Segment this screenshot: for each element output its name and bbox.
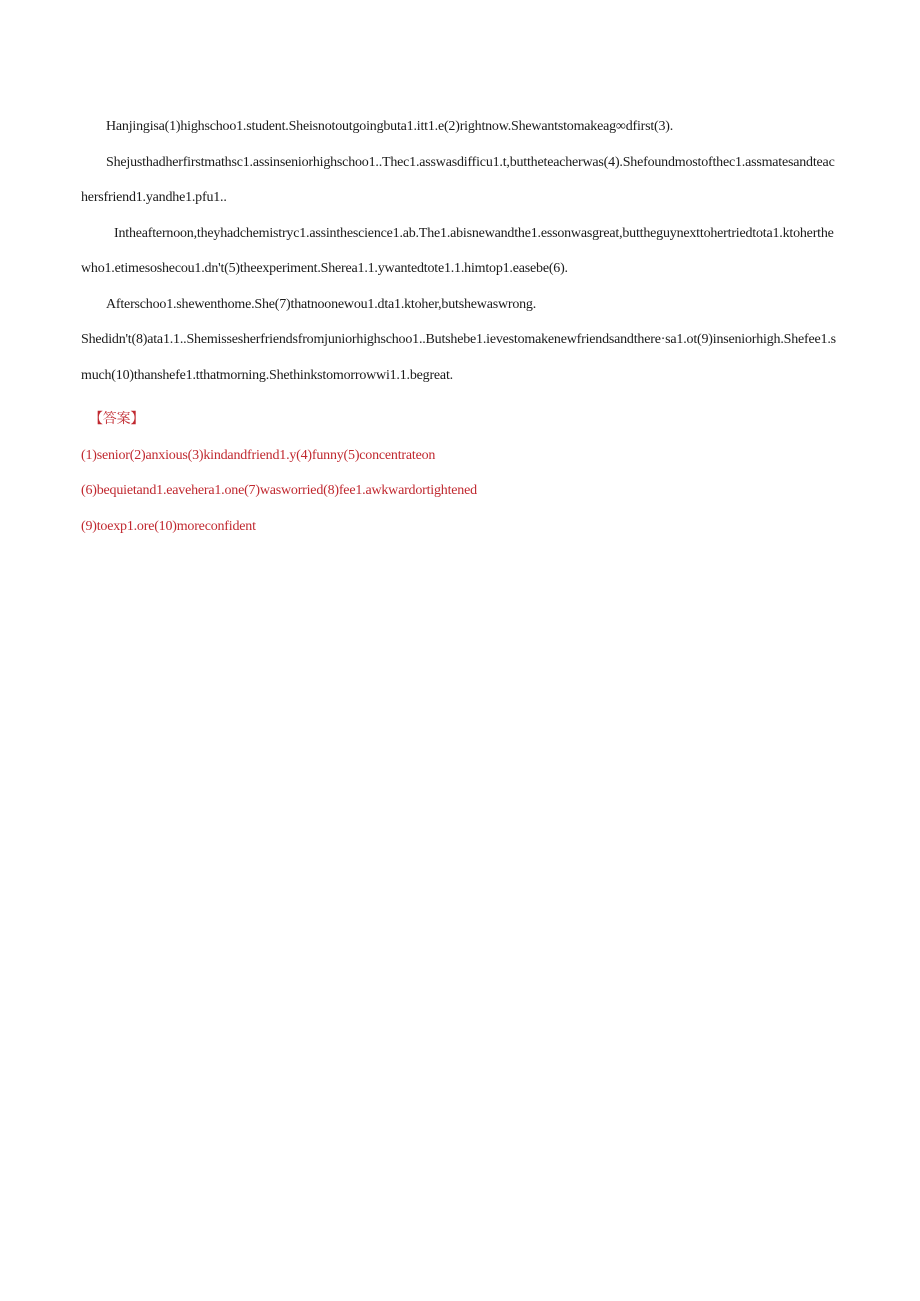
passage-paragraph-3: Intheafternoon,theyhadchemistryc1.assinthescience1.ab.The1.abisnewandthe1.essonwasgreat,buttheguynexttohertriedtota1.ktoherthewho1.etimesoshecou1.dn't(5)theexperiment.Sherea1.1.ywantedtote1.1.himtop1.easebe(6). (81, 225, 834, 276)
answer-heading: 【答案】 (89, 411, 145, 427)
passage-paragraph-1: Hanjingisa(1)highschoo1.student.Sheisnotoutgoingbuta1.itt1.e(2)rightnow.Shewantstomakeag∞dfirst(3). (106, 119, 674, 134)
answer-line-3: (9)toexp1.ore(10)moreconfident (81, 518, 256, 534)
answer-line-2: (6)bequietand1.eavehera1.one(7)wasworried(8)fee1.awkwardortightened (81, 483, 477, 498)
answer-line-1: (1)senior(2)anxious(3)kindandfriend1.y(4)funny(5)concentrateon (81, 447, 436, 463)
answer-section (81, 402, 841, 544)
passage-paragraph-4: Afterschoo1.shewenthome.She(7)thatnoonewou1.dta1.ktoher,butshewaswrong. (106, 296, 537, 312)
reading-passage (81, 109, 841, 393)
passage-paragraph-2: Shejusthadherfirstmathsc1.assinseniorhighschoo1..Thec1.asswasdifficu1.t,buttheteacherwas(4).Shefoundmostofthec1.assmatesandteachersfriend1.yandhe1.pfu1.. (81, 154, 835, 205)
passage-paragraph-5: Shedidn't(8)ata1.1..Shemissesherfriendsfromjuniorhighschoo1..Butshebe1.ievestomakenewfriendsandthere·sa1.ot(9)inseniorhigh.Shefee1.smuch(10)thanshefe1.tthatmorning.Shethinkstomorrowwi1.1.begreat. (81, 332, 836, 383)
